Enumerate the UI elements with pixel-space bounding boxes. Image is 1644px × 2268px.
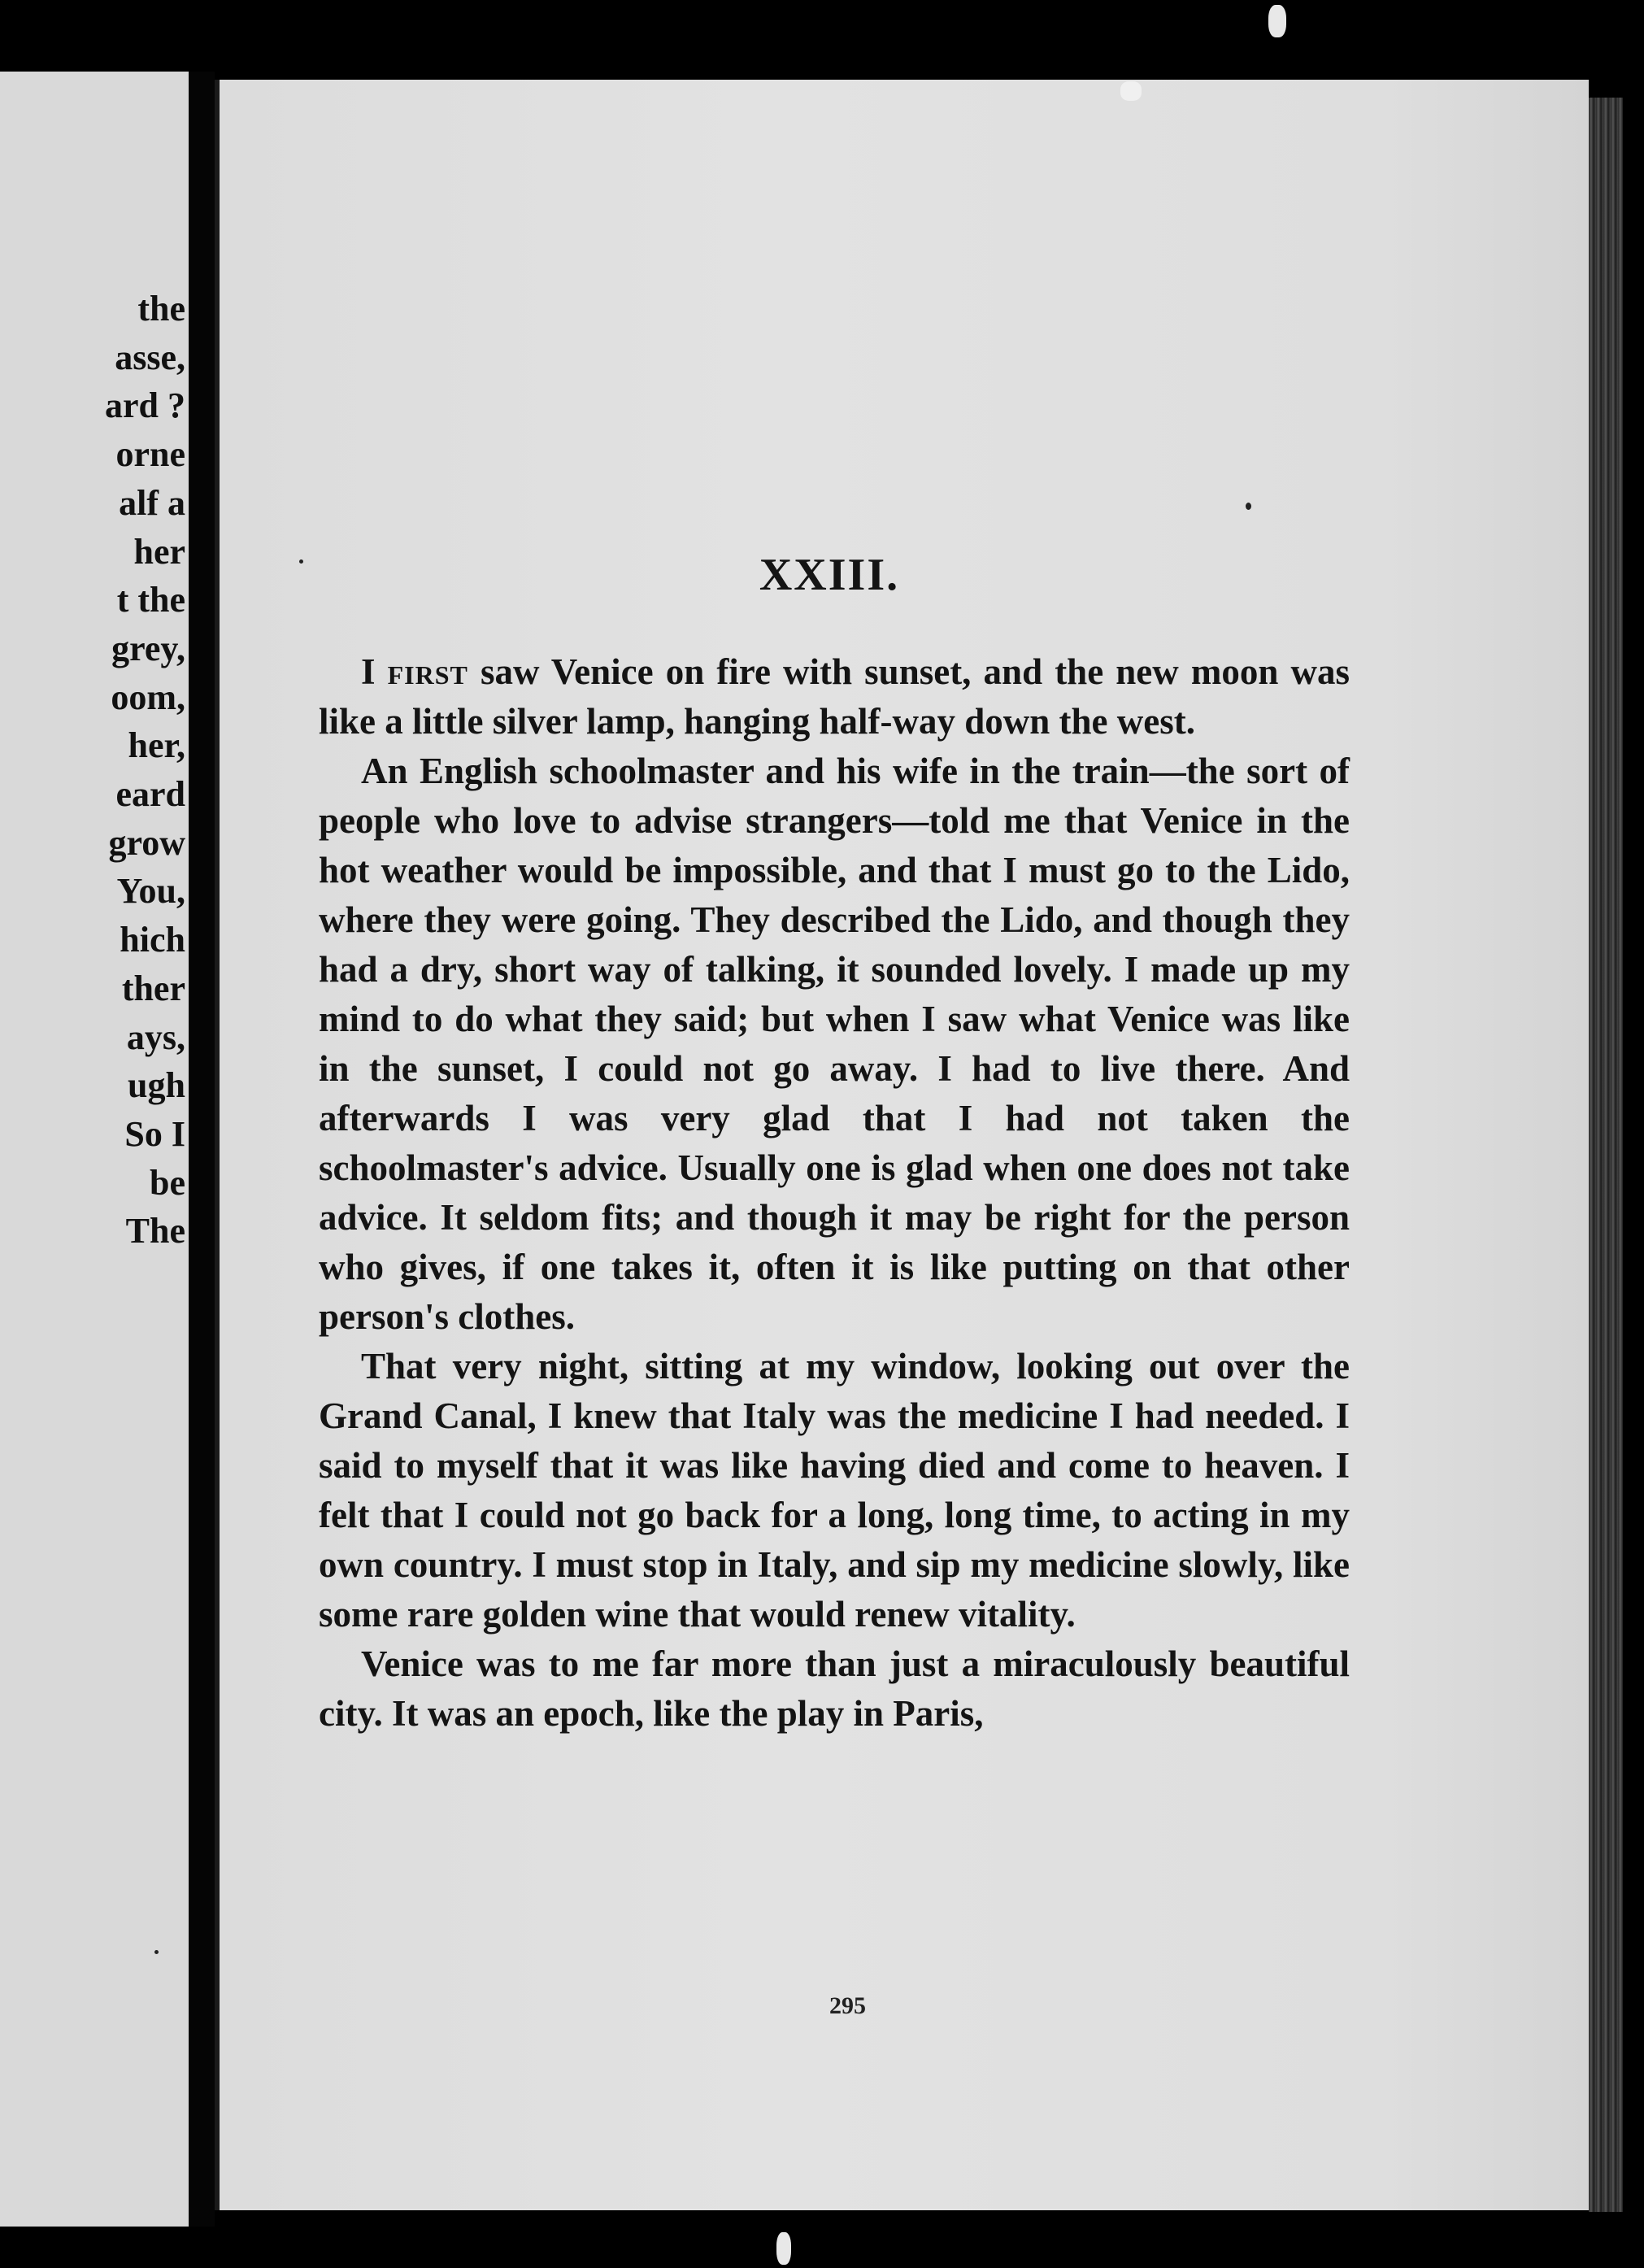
facing-page-text (105, 285, 185, 1256)
chapter-heading: XXIII. (759, 550, 900, 600)
paragraph (319, 647, 1350, 747)
facing-line: grow (108, 822, 185, 863)
facing-line: ther (121, 968, 185, 1008)
facing-line: her, (128, 725, 185, 766)
lead-word: I (361, 651, 376, 692)
scan-artifact (776, 2232, 791, 2265)
facing-line: oom, (111, 677, 185, 717)
scan-artifact (1268, 5, 1286, 37)
small-caps-word: first (387, 651, 468, 692)
paragraph-text: saw Venice on fire with sunset, and the new moon was like a little silver lamp, hanging half-way down the west. (319, 651, 1350, 742)
facing-line: alf a (119, 482, 185, 523)
facing-line: hich (120, 920, 185, 960)
chapter-body (319, 647, 1350, 1739)
facing-line: You, (116, 871, 185, 912)
paragraph: That very night, sitting at my window, looking out over the Grand Canal, I knew that Italy was the medicine I had needed. I said to myself that it was like having died and come to heaven. I felt that I could not go back for a long, long time, to acting in my own country. I must stop in Italy, and sip my medicine slowly, like some rare golden wine that would renew vitality. (319, 1346, 1350, 1635)
facing-line: ays, (126, 1016, 185, 1057)
facing-line: orne (115, 434, 185, 475)
facing-line: her (133, 531, 185, 572)
book-gutter (189, 72, 215, 2227)
paper-speck (154, 1950, 159, 1954)
facing-line: grey, (111, 628, 185, 668)
paragraph: An English schoolmaster and his wife in the train—the sort of people who love to advise strangers—told me that Venice in the hot weather would be impossible, and that I must go to the Lido, where they were going. They described the Lido, and though they had a dry, short way of talking, it sounded lovely. I made up my mind to do what they said; but when I saw what Venice was like in the sunset, I could not go away. I had to live there. And afterwards I was very glad that I had not taken the schoolmaster's advice. Usually one is glad when one does not take advice. It seldom fits; and though it may be right for the person who gives, if one takes it, often it is like putting on that other person's clothes. (319, 751, 1350, 1337)
facing-line: be (150, 1162, 185, 1203)
page-number: 295 (829, 1992, 866, 2019)
facing-line: asse, (115, 337, 185, 377)
facing-line: ard ? (105, 385, 185, 426)
facing-line: eard (115, 774, 185, 815)
paper-speck (1246, 503, 1251, 510)
facing-line: t the (116, 580, 185, 620)
facing-line: The (125, 1211, 185, 1252)
page-edges (1589, 98, 1623, 2212)
paragraph: Venice was to me far more than just a miraculously beautiful city. It was an epoch, like the play in Paris, (319, 1643, 1350, 1734)
facing-line: So I (124, 1113, 185, 1154)
facing-line: ugh (128, 1065, 185, 1106)
facing-page-left (0, 72, 189, 2227)
paper-blemish (1120, 81, 1142, 101)
facing-line: the (137, 289, 185, 329)
